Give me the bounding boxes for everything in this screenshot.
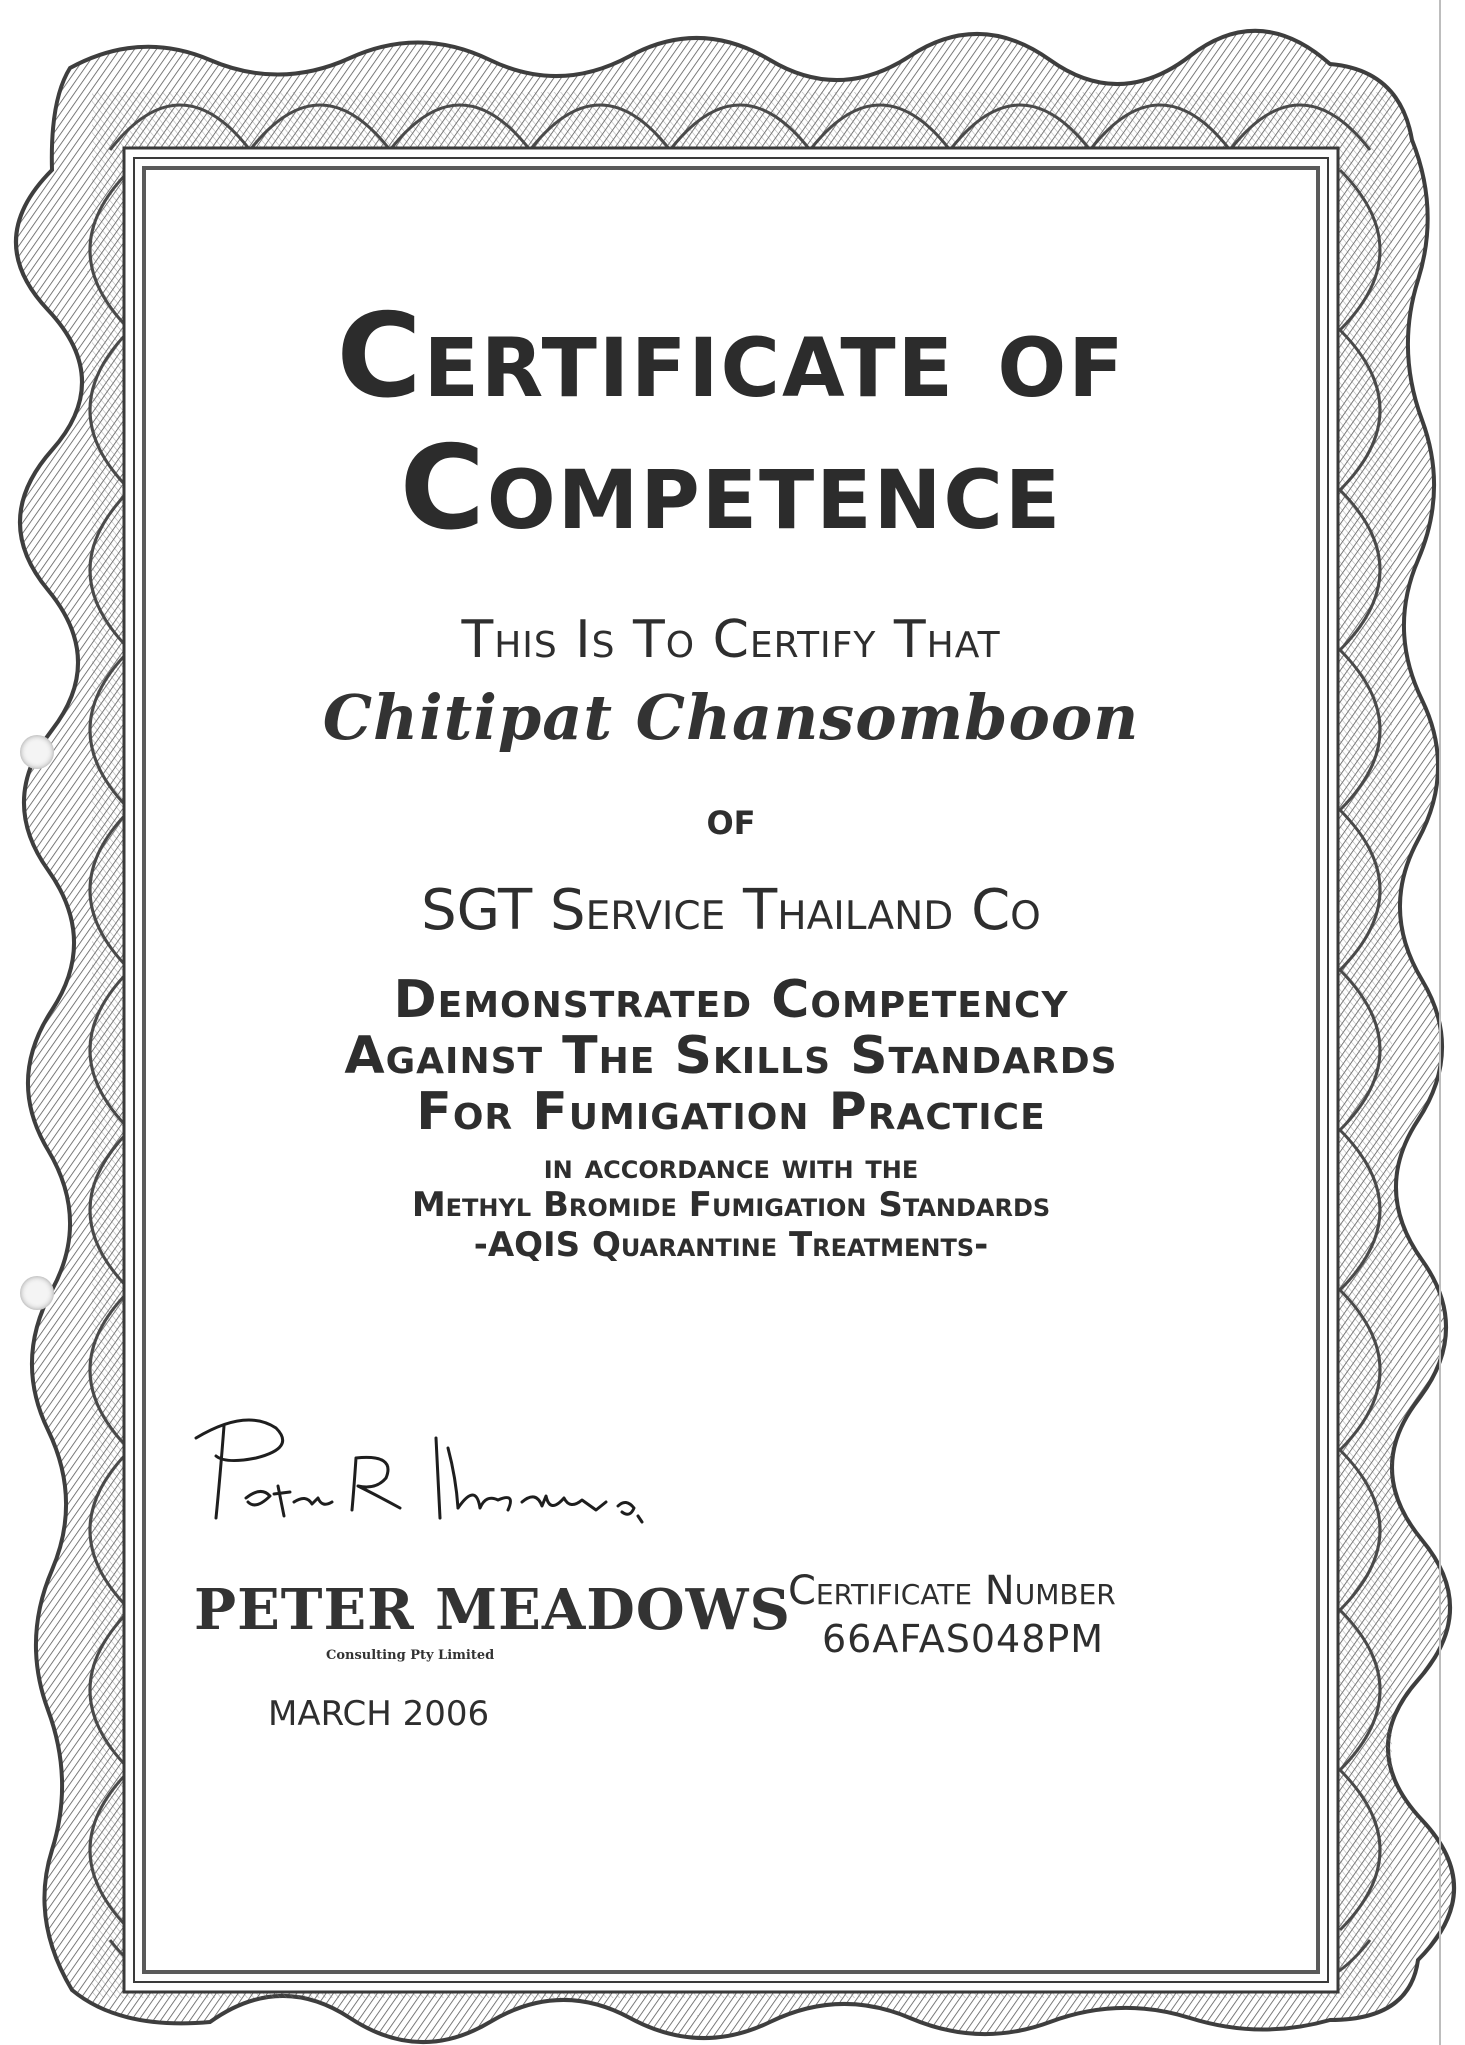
certificate-number: 66AFAS048PM bbox=[822, 1617, 1105, 1661]
issuer-logo-wordmark: PETER MEADOWS bbox=[194, 1577, 791, 1643]
issuer-logo-subtitle: Consulting Pty Limited bbox=[326, 1648, 495, 1663]
standards-line: -AQIS Quarantine Treatments- bbox=[473, 1225, 989, 1265]
certify-statement: This Is To Certify That bbox=[461, 610, 1001, 670]
certificate-body bbox=[148, 172, 1314, 1968]
of-label: of bbox=[706, 791, 756, 845]
standards-line: in accordance with the bbox=[543, 1147, 919, 1187]
recipient-name: Chitipat Chansomboon bbox=[322, 681, 1140, 754]
handwritten-signature bbox=[186, 1398, 706, 1548]
certificate-title-line1: Certificate of bbox=[336, 289, 1126, 424]
competency-line: Against The Skills Standards bbox=[344, 1026, 1118, 1086]
issue-date: MARCH 2006 bbox=[268, 1694, 490, 1734]
certificate-number-label: Certificate Number bbox=[788, 1568, 1116, 1614]
punch-hole bbox=[20, 1276, 54, 1310]
competency-line: For Fumigation Practice bbox=[416, 1082, 1046, 1142]
company-name: SGT Service Thailand Co bbox=[421, 878, 1041, 943]
issuer-logo bbox=[194, 1570, 791, 1680]
competency-line: Demonstrated Competency bbox=[393, 970, 1069, 1030]
punch-hole bbox=[20, 735, 54, 769]
scan-edge-line bbox=[1439, 0, 1441, 2045]
standards-line: Methyl Bromide Fumigation Standards bbox=[411, 1185, 1051, 1225]
certificate-title-line2: Competence bbox=[399, 421, 1063, 556]
